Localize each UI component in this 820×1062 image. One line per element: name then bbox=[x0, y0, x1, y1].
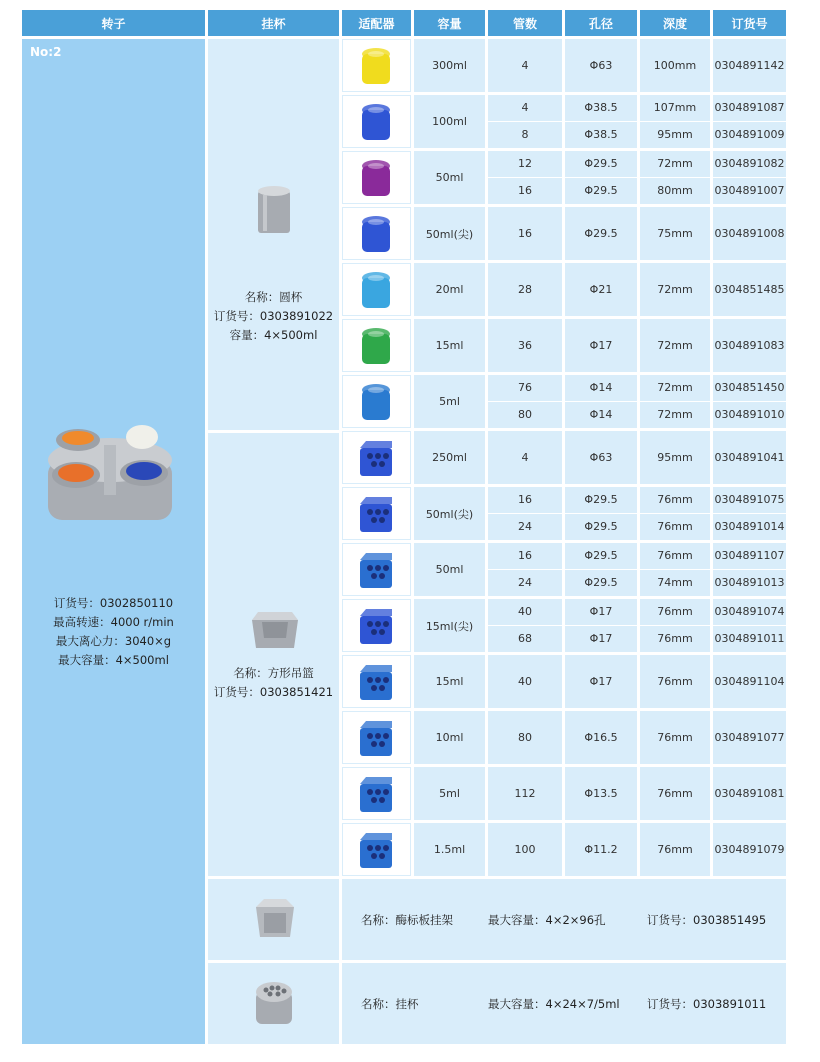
adapter-tubes: 8 bbox=[488, 122, 562, 149]
adapter-hole: Φ63 bbox=[565, 39, 637, 92]
adapter-order: 0304891142 bbox=[713, 39, 786, 92]
rotor-image bbox=[40, 415, 180, 535]
adapter-depth: 72mm bbox=[640, 151, 710, 178]
adapter-capacity: 50ml bbox=[414, 543, 485, 596]
adapter-tubes: 24 bbox=[488, 514, 562, 541]
adapter-order: 0304891008 bbox=[713, 207, 786, 260]
adapter-capacity: 50ml bbox=[414, 151, 485, 204]
adapter-tubes: 16 bbox=[488, 207, 562, 260]
adapter-tubes: 36 bbox=[488, 319, 562, 372]
bucket-square-cell bbox=[208, 433, 339, 876]
round-bucket-image bbox=[255, 185, 293, 235]
adapter-depth: 72mm bbox=[640, 402, 710, 429]
adapter-tubes: 4 bbox=[488, 39, 562, 92]
adapter-order: 0304891041 bbox=[713, 431, 786, 484]
adapter-tubes: 80 bbox=[488, 711, 562, 764]
header-order: 订货号 bbox=[713, 10, 786, 36]
adapter-tubes: 76 bbox=[488, 375, 562, 402]
round-bucket-capacity: 容量：4×500ml bbox=[229, 328, 318, 342]
adapter-hole: Φ29.5 bbox=[565, 570, 637, 597]
adapter-tubes: 4 bbox=[488, 431, 562, 484]
rotor-specs bbox=[22, 594, 205, 670]
header-depth: 深度 bbox=[640, 10, 710, 36]
hanging-cup-order: 订货号：0303891011 bbox=[647, 997, 767, 1011]
adapter-tubes: 24 bbox=[488, 570, 562, 597]
adapter-tubes: 40 bbox=[488, 599, 562, 626]
round-bucket-order: 订货号：0303891022 bbox=[213, 309, 334, 323]
adapter-order: 0304891014 bbox=[713, 514, 786, 541]
header-rotor: 转子 bbox=[22, 10, 205, 36]
adapter-depth: 74mm bbox=[640, 570, 710, 597]
adapter-image bbox=[354, 324, 398, 368]
adapter-order: 0304891083 bbox=[713, 319, 786, 372]
header-hole: 孔径 bbox=[565, 10, 637, 36]
plate-carrier-name: 名称：酶标板挂架 bbox=[361, 913, 453, 927]
round-bucket-name: 名称：圆杯 bbox=[244, 290, 303, 304]
adapter-tubes: 40 bbox=[488, 655, 562, 708]
hanging-cup-capacity: 最大容量：4×24×7/5ml bbox=[488, 997, 620, 1011]
adapter-depth: 76mm bbox=[640, 626, 710, 653]
adapter-image bbox=[354, 604, 398, 648]
adapter-image bbox=[354, 380, 398, 424]
adapter-capacity: 20ml bbox=[414, 263, 485, 316]
adapter-hole: Φ17 bbox=[565, 655, 637, 708]
adapter-hole: Φ38.5 bbox=[565, 122, 637, 149]
adapter-capacity: 15ml bbox=[414, 655, 485, 708]
adapter-capacity: 5ml bbox=[414, 375, 485, 428]
adapter-capacity: 300ml bbox=[414, 39, 485, 92]
adapter-order: 0304891013 bbox=[713, 570, 786, 597]
adapter-order: 0304891010 bbox=[713, 402, 786, 429]
adapter-order: 0304891087 bbox=[713, 95, 786, 122]
adapter-image bbox=[354, 772, 398, 816]
adapter-image bbox=[354, 268, 398, 312]
adapter-order: 0304891081 bbox=[713, 767, 786, 820]
adapter-tubes: 4 bbox=[488, 95, 562, 122]
adapter-order: 0304851450 bbox=[713, 375, 786, 402]
adapter-image bbox=[354, 156, 398, 200]
adapter-hole: Φ16.5 bbox=[565, 711, 637, 764]
adapter-hole: Φ21 bbox=[565, 263, 637, 316]
adapter-hole: Φ13.5 bbox=[565, 767, 637, 820]
square-basket-order: 订货号：0303851421 bbox=[213, 685, 334, 699]
adapter-depth: 76mm bbox=[640, 514, 710, 541]
adapter-order: 0304891104 bbox=[713, 655, 786, 708]
hanging-cup-name: 名称：挂杯 bbox=[361, 997, 419, 1011]
adapter-depth: 76mm bbox=[640, 487, 710, 514]
adapter-capacity: 50ml(尖) bbox=[414, 487, 485, 540]
adapter-order: 0304891011 bbox=[713, 626, 786, 653]
adapter-hole: Φ38.5 bbox=[565, 95, 637, 122]
adapter-depth: 76mm bbox=[640, 823, 710, 876]
round-bucket-info bbox=[208, 288, 339, 345]
adapter-hole: Φ17 bbox=[565, 626, 637, 653]
adapter-image bbox=[354, 660, 398, 704]
adapter-capacity: 15ml bbox=[414, 319, 485, 372]
adapter-tubes: 12 bbox=[488, 151, 562, 178]
adapter-image bbox=[354, 436, 398, 480]
adapter-image bbox=[354, 548, 398, 592]
hanging-cup-image bbox=[250, 978, 298, 1028]
adapter-capacity: 15ml(尖) bbox=[414, 599, 485, 652]
adapter-hole: Φ29.5 bbox=[565, 178, 637, 205]
adapter-tubes: 16 bbox=[488, 178, 562, 205]
adapter-order: 0304891007 bbox=[713, 178, 786, 205]
adapter-capacity: 250ml bbox=[414, 431, 485, 484]
adapter-depth: 76mm bbox=[640, 767, 710, 820]
adapter-depth: 72mm bbox=[640, 375, 710, 402]
header-adapter: 适配器 bbox=[342, 10, 411, 36]
adapter-hole: Φ14 bbox=[565, 375, 637, 402]
adapter-depth: 100mm bbox=[640, 39, 710, 92]
adapter-depth: 95mm bbox=[640, 431, 710, 484]
adapter-image bbox=[354, 716, 398, 760]
adapter-depth: 76mm bbox=[640, 711, 710, 764]
plate-carrier-capacity: 最大容量：4×2×96孔 bbox=[488, 913, 606, 927]
adapter-depth: 72mm bbox=[640, 263, 710, 316]
adapter-order: 0304891075 bbox=[713, 487, 786, 514]
adapter-capacity: 50ml(尖) bbox=[414, 207, 485, 260]
rotor-column bbox=[22, 39, 205, 1044]
adapter-order: 0304891107 bbox=[713, 543, 786, 570]
adapter-hole: Φ29.5 bbox=[565, 543, 637, 570]
adapter-tubes: 68 bbox=[488, 626, 562, 653]
adapter-tubes: 100 bbox=[488, 823, 562, 876]
adapter-depth: 107mm bbox=[640, 95, 710, 122]
adapter-hole: Φ14 bbox=[565, 402, 637, 429]
rotor-max-capacity: 最大容量：4×500ml bbox=[58, 653, 169, 667]
rotor-max-speed: 最高转速：4000 r/min bbox=[53, 615, 174, 629]
adapter-hole: Φ29.5 bbox=[565, 207, 637, 260]
adapter-depth: 72mm bbox=[640, 319, 710, 372]
adapter-depth: 76mm bbox=[640, 655, 710, 708]
adapter-order: 0304891082 bbox=[713, 151, 786, 178]
header-bucket: 挂杯 bbox=[208, 10, 339, 36]
header-capacity: 容量 bbox=[414, 10, 485, 36]
plate-carrier-image bbox=[252, 897, 298, 943]
adapter-depth: 80mm bbox=[640, 178, 710, 205]
adapter-capacity: 100ml bbox=[414, 95, 485, 148]
adapter-hole: Φ29.5 bbox=[565, 487, 637, 514]
rotor-max-rcf: 最大离心力：3040×g bbox=[55, 634, 172, 648]
square-basket-image bbox=[248, 608, 302, 652]
adapter-image bbox=[354, 44, 398, 88]
adapter-image bbox=[354, 212, 398, 256]
adapter-order: 0304891009 bbox=[713, 122, 786, 149]
adapter-depth: 76mm bbox=[640, 543, 710, 570]
header-tubes: 管数 bbox=[488, 10, 562, 36]
square-basket-info bbox=[208, 664, 339, 702]
adapter-order: 0304891077 bbox=[713, 711, 786, 764]
adapter-hole: Φ63 bbox=[565, 431, 637, 484]
adapter-depth: 95mm bbox=[640, 122, 710, 149]
adapter-capacity: 1.5ml bbox=[414, 823, 485, 876]
adapter-tubes: 28 bbox=[488, 263, 562, 316]
adapter-hole: Φ29.5 bbox=[565, 151, 637, 178]
adapter-tubes: 112 bbox=[488, 767, 562, 820]
adapter-hole: Φ11.2 bbox=[565, 823, 637, 876]
adapter-image bbox=[354, 492, 398, 536]
adapter-hole: Φ29.5 bbox=[565, 514, 637, 541]
square-basket-name: 名称：方形吊篮 bbox=[233, 666, 314, 680]
adapter-tubes: 16 bbox=[488, 487, 562, 514]
adapter-tubes: 80 bbox=[488, 402, 562, 429]
adapter-image bbox=[354, 100, 398, 144]
adapter-order: 0304851485 bbox=[713, 263, 786, 316]
adapter-depth: 75mm bbox=[640, 207, 710, 260]
adapter-order: 0304891079 bbox=[713, 823, 786, 876]
adapter-capacity: 10ml bbox=[414, 711, 485, 764]
adapter-image bbox=[354, 828, 398, 872]
adapter-tubes: 16 bbox=[488, 543, 562, 570]
adapter-hole: Φ17 bbox=[565, 319, 637, 372]
adapter-depth: 76mm bbox=[640, 599, 710, 626]
plate-carrier-order: 订货号：0303851495 bbox=[647, 913, 767, 927]
rotor-order: 订货号：0302850110 bbox=[53, 596, 174, 610]
rotor-badge: No:2 bbox=[30, 45, 62, 59]
adapter-hole: Φ17 bbox=[565, 599, 637, 626]
adapter-capacity: 5ml bbox=[414, 767, 485, 820]
adapter-order: 0304891074 bbox=[713, 599, 786, 626]
